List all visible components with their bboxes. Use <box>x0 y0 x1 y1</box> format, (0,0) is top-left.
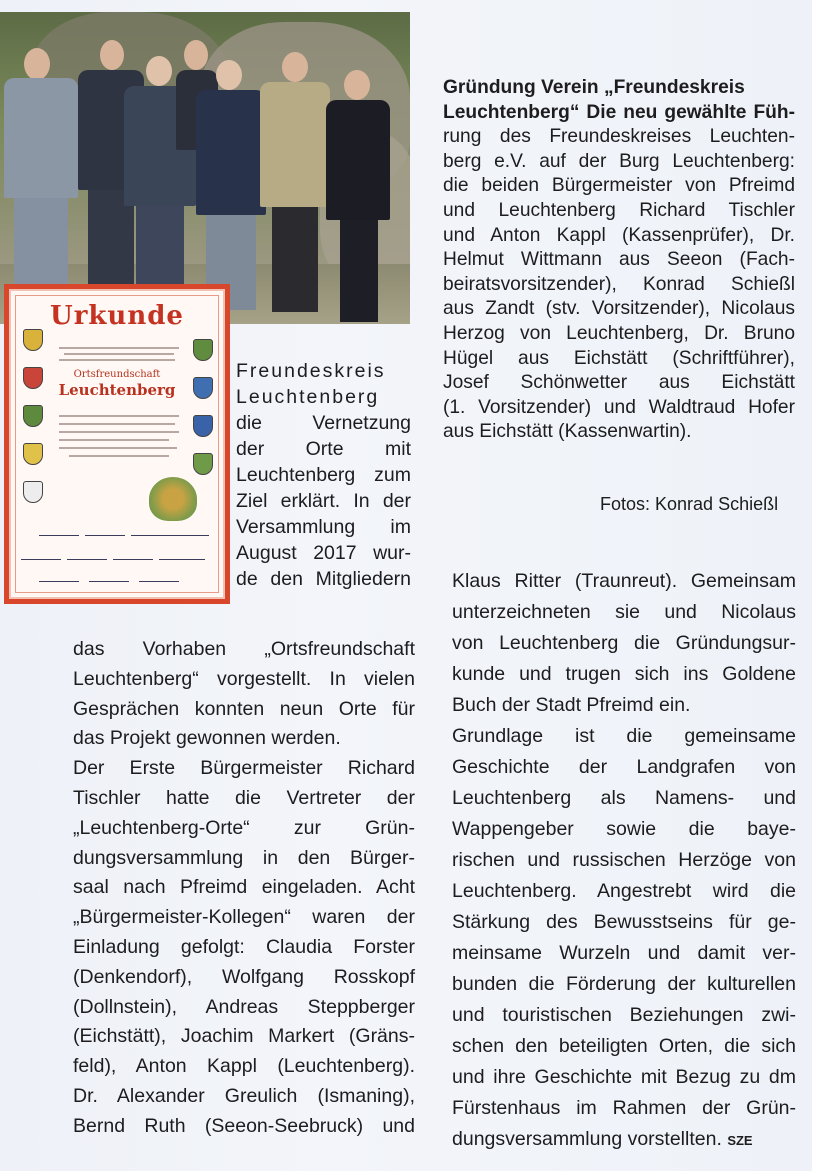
coat-of-arms-icon <box>193 377 213 399</box>
article-line: Stärkung des Bewusstseins für ge- <box>452 911 796 933</box>
caption-line: Helmut Wittmann aus Seeon (Fach- <box>443 249 795 271</box>
article-line: Freundeskreis <box>236 360 386 382</box>
article-line: schen den beteiligten Orten, die sich <box>452 1035 796 1057</box>
article-line: Klaus Ritter (Traunreut). Gemeinsam <box>452 570 796 592</box>
caption-line: (1. Vorsitzender) und Waldtraud Hofer <box>443 396 795 418</box>
article-line: Buch der Stadt Pfreimd ein. <box>452 694 691 716</box>
coat-of-arms-icon <box>23 481 43 503</box>
article-line: Fürstenhaus im Rahmen der Grün- <box>452 1097 796 1119</box>
article-line: Wappengeber sowie die baye- <box>452 818 796 840</box>
caption-line: und Anton Kappl (Kassenprüfer), Dr. <box>443 224 795 246</box>
caption-line: Hügel aus Eichstätt (Schriftführer), <box>443 347 795 369</box>
caption-line: Herzog von Leuchtenberg, Dr. Bruno <box>443 322 795 344</box>
article-line: das Vorhaben „Ortsfreundschaft <box>73 638 415 660</box>
photo-credit: Fotos: Konrad Schießl <box>600 494 779 514</box>
article-line: (Denkendorf), Wolfgang Rosskopf <box>73 965 415 988</box>
article-line: Leuchtenberg als Namens- und <box>452 787 796 809</box>
caption-line: Leuchtenberg“ Die neu gewählte Füh- <box>443 101 795 123</box>
article-line: Bernd Ruth (Seeon-Seebruck) und <box>73 1114 415 1137</box>
caption-line: die beiden Bürgermeister von Pfreimd <box>443 175 795 197</box>
caption-line: rung des Freundeskreises Leuchten- <box>443 126 795 148</box>
article-line: Grundlage ist die gemeinsame <box>452 725 796 747</box>
article-line: von Leuchtenberg die Gründungsur- <box>452 632 796 654</box>
article-line: rischen und russischen Herzöge von <box>452 849 796 871</box>
certificate-subtitle-2: Leuchtenberg <box>58 381 176 399</box>
article-column2 <box>452 566 796 1156</box>
coat-of-arms-icon <box>23 405 43 427</box>
article-line: dungsversammlung in den Bürger- <box>73 846 415 869</box>
article-line: Leuchtenberg“ vorgestellt. In vielen <box>73 667 415 690</box>
article-line: Tischler hatte die Vertreter der <box>73 786 415 809</box>
group-photo <box>0 12 410 324</box>
caption-line: aus Eichstätt (Kassenwartin). <box>443 421 692 443</box>
coat-of-arms-icon <box>193 415 213 437</box>
article-line: „Leuchtenberg-Orte“ zur Grün- <box>73 816 415 839</box>
article-line: de den Mitgliedern <box>236 568 411 590</box>
coat-of-arms-icon <box>23 443 43 465</box>
article-line: der Orte mit <box>236 438 411 460</box>
article-line: feld), Anton Kappl (Leuchtenberg). <box>73 1055 415 1078</box>
article-line: dungsversammlung vorstellten. <box>452 1128 722 1150</box>
article-line: August 2017 wur- <box>236 542 411 564</box>
article-line: Der Erste Bürgermeister Richard <box>73 757 415 780</box>
article-line: Leuchtenberg. Angestrebt wird die <box>452 880 796 902</box>
article-line: Leuchtenberg zum <box>236 464 411 486</box>
article-line: und ihre Geschichte mit Bezug zu dm <box>452 1066 796 1088</box>
article-line: Dr. Alexander Greulich (Ismaning), <box>73 1084 415 1107</box>
article-line: Gesprächen konnten neun Orte für <box>73 697 415 720</box>
article-line: bunden die Förderung der kulturellen <box>452 973 796 995</box>
certificate-title: Urkunde <box>50 301 184 331</box>
article-line: die Vernetzung <box>236 412 411 434</box>
caption-line: aus Zandt (stv. Vorsitzender), Nicolaus <box>443 298 795 320</box>
article-line: Ziel erklärt. In der <box>236 490 411 512</box>
article-line: Versammlung im <box>236 516 411 538</box>
coat-of-arms-icon <box>23 367 43 389</box>
article-line: Leuchtenberg <box>236 386 380 408</box>
article-line: kunde und trugen sich ins Goldene <box>452 663 796 685</box>
article-line: das Projekt gewonnen werden. <box>73 727 341 750</box>
coat-of-arms-icon <box>193 453 213 475</box>
coat-of-arms-icon <box>23 329 43 351</box>
article-line: „Bürgermeister-Kollegen“ waren der <box>73 906 415 929</box>
article-line: meinsame Wurzeln und damit ver- <box>452 942 796 964</box>
article-column1-top <box>236 358 411 592</box>
page-edge <box>812 0 827 1171</box>
coat-of-arms-icon <box>193 339 213 361</box>
article-line: Geschichte der Landgrafen von <box>452 756 796 778</box>
caption-line: Josef Schönwetter aus Eichstätt <box>443 372 795 394</box>
caption-line: berg e.V. auf der Burg Leuchtenberg: <box>443 150 795 172</box>
caption-line: beiratsvorsitzender), Konrad Schießl <box>443 273 795 295</box>
author-signature: SZE <box>727 1133 753 1148</box>
certificate-image <box>4 284 230 604</box>
photo-caption <box>443 76 795 445</box>
coat-of-arms-large-icon <box>149 477 197 521</box>
article-line: und touristischen Beziehungen zwi- <box>452 1004 796 1026</box>
certificate-subtitle-1: Ortsfreundschaft <box>73 369 161 380</box>
caption-line: Gründung Verein „Freundeskreis <box>443 77 745 98</box>
article-line: saal nach Pfreimd eingeladen. Acht <box>73 876 415 899</box>
article-line: Einladung gefolgt: Claudia Forster <box>73 935 415 958</box>
article-line: unterzeichneten sie und Nicolaus <box>452 601 796 623</box>
article-line: (Dollnstein), Andreas Steppberger <box>73 995 415 1018</box>
article-column1 <box>73 635 415 1142</box>
caption-line: und Leuchtenberg Richard Tischler <box>443 199 795 221</box>
article-line: (Eichstätt), Joachim Markert (Gräns- <box>73 1025 415 1048</box>
